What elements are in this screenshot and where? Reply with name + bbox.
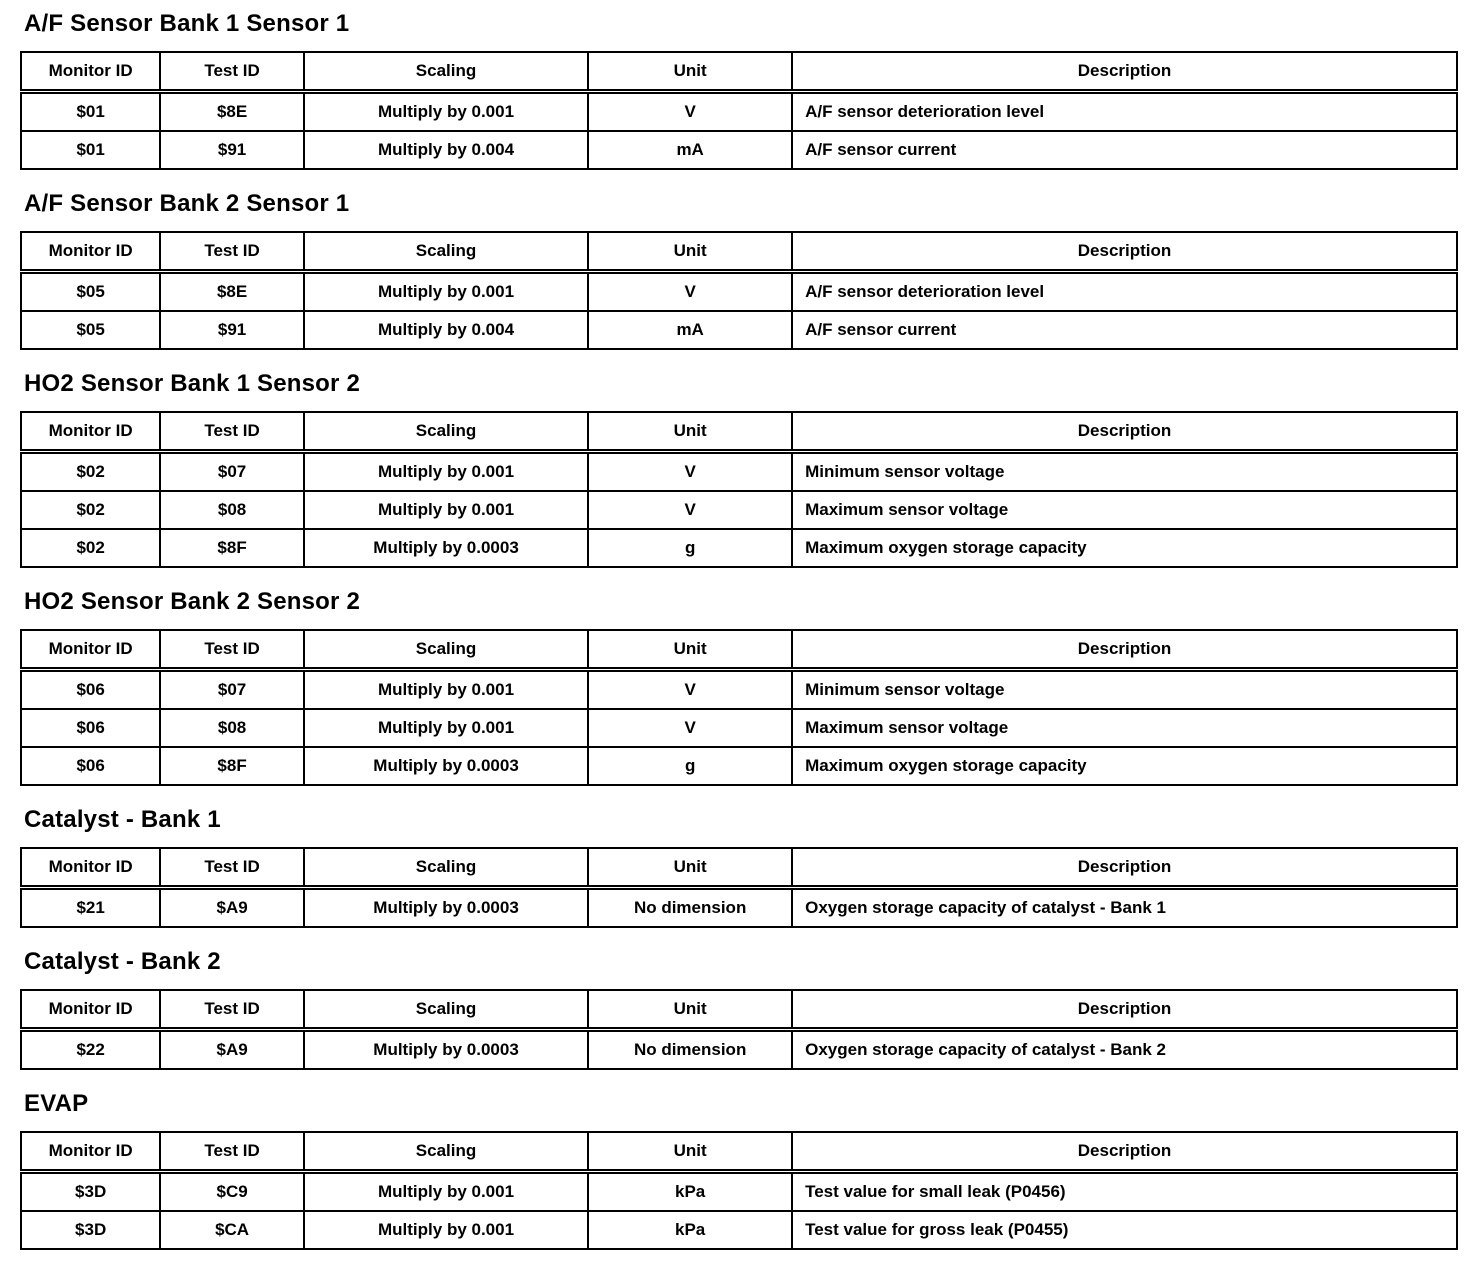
table-row (21, 888, 1457, 928)
cell-test-id: $08 (160, 491, 304, 529)
cell-scaling: Multiply by 0.001 (304, 670, 588, 710)
table-row (21, 709, 1457, 747)
cell-monitor-id: $01 (21, 131, 160, 169)
cell-monitor-id: $06 (21, 709, 160, 747)
cell-unit: mA (588, 311, 792, 349)
cell-monitor-id: $01 (21, 92, 160, 132)
table-row (21, 529, 1457, 567)
cell-unit: kPa (588, 1211, 792, 1249)
column-header-unit: Unit (588, 848, 792, 888)
header-row (21, 630, 1457, 670)
cell-test-id: $07 (160, 452, 304, 492)
header-row (21, 848, 1457, 888)
cell-scaling: Multiply by 0.001 (304, 452, 588, 492)
cell-monitor-id: $21 (21, 888, 160, 928)
cell-unit: mA (588, 131, 792, 169)
cell-monitor-id: $05 (21, 311, 160, 349)
column-header-description: Description (792, 630, 1457, 670)
section-heading: Catalyst - Bank 2 (24, 948, 221, 975)
cell-scaling: Multiply by 0.004 (304, 131, 588, 169)
header-row (21, 412, 1457, 452)
cell-test-id: $A9 (160, 1030, 304, 1070)
cell-monitor-id: $3D (21, 1172, 160, 1212)
column-header-unit: Unit (588, 412, 792, 452)
cell-test-id: $A9 (160, 888, 304, 928)
section (20, 806, 1458, 928)
column-header-description: Description (792, 990, 1457, 1030)
cell-unit: g (588, 747, 792, 785)
cell-test-id: $8E (160, 272, 304, 312)
cell-scaling: Multiply by 0.001 (304, 1211, 588, 1249)
column-header-scaling: Scaling (304, 52, 588, 92)
table-row (21, 1172, 1457, 1212)
cell-monitor-id: $06 (21, 670, 160, 710)
spec-table (20, 231, 1458, 350)
cell-test-id: $8F (160, 747, 304, 785)
cell-description: Oxygen storage capacity of catalyst - Bank 2 (792, 1030, 1457, 1070)
section-heading: A/F Sensor Bank 2 Sensor 1 (24, 190, 350, 217)
column-header-scaling: Scaling (304, 232, 588, 272)
column-header-unit: Unit (588, 1132, 792, 1172)
column-header-scaling: Scaling (304, 1132, 588, 1172)
header-row (21, 990, 1457, 1030)
section (20, 10, 1458, 170)
column-header-scaling: Scaling (304, 630, 588, 670)
header-row (21, 52, 1457, 92)
cell-description: Minimum sensor voltage (792, 452, 1457, 492)
column-header-description: Description (792, 52, 1457, 92)
column-header-monitor-id: Monitor ID (21, 848, 160, 888)
section-heading: A/F Sensor Bank 1 Sensor 1 (24, 10, 350, 37)
section-heading: HO2 Sensor Bank 1 Sensor 2 (24, 370, 360, 397)
spec-table (20, 1131, 1458, 1250)
spec-table (20, 629, 1458, 786)
cell-monitor-id: $05 (21, 272, 160, 312)
cell-test-id: $07 (160, 670, 304, 710)
header-row (21, 1132, 1457, 1172)
cell-test-id: $CA (160, 1211, 304, 1249)
cell-monitor-id: $02 (21, 452, 160, 492)
column-header-monitor-id: Monitor ID (21, 52, 160, 92)
cell-test-id: $91 (160, 131, 304, 169)
spec-table (20, 411, 1458, 568)
cell-monitor-id: $02 (21, 491, 160, 529)
column-header-description: Description (792, 412, 1457, 452)
column-header-test-id: Test ID (160, 412, 304, 452)
cell-scaling: Multiply by 0.0003 (304, 747, 588, 785)
column-header-description: Description (792, 1132, 1457, 1172)
column-header-monitor-id: Monitor ID (21, 630, 160, 670)
cell-monitor-id: $02 (21, 529, 160, 567)
cell-test-id: $8E (160, 92, 304, 132)
table-row (21, 491, 1457, 529)
table-row (21, 747, 1457, 785)
column-header-description: Description (792, 848, 1457, 888)
cell-scaling: Multiply by 0.001 (304, 272, 588, 312)
table-row (21, 311, 1457, 349)
cell-unit: g (588, 529, 792, 567)
cell-test-id: $8F (160, 529, 304, 567)
cell-monitor-id: $06 (21, 747, 160, 785)
cell-unit: No dimension (588, 1030, 792, 1070)
column-header-description: Description (792, 232, 1457, 272)
cell-scaling: Multiply by 0.0003 (304, 1030, 588, 1070)
column-header-scaling: Scaling (304, 848, 588, 888)
cell-description: A/F sensor deterioration level (792, 272, 1457, 312)
cell-unit: V (588, 272, 792, 312)
cell-scaling: Multiply by 0.004 (304, 311, 588, 349)
section (20, 190, 1458, 350)
column-header-monitor-id: Monitor ID (21, 990, 160, 1030)
cell-description: Maximum sensor voltage (792, 709, 1457, 747)
table-row (21, 670, 1457, 710)
cell-unit: No dimension (588, 888, 792, 928)
table-row (21, 1211, 1457, 1249)
cell-test-id: $C9 (160, 1172, 304, 1212)
table-row (21, 131, 1457, 169)
cell-description: A/F sensor current (792, 131, 1457, 169)
section (20, 948, 1458, 1070)
section-heading: HO2 Sensor Bank 2 Sensor 2 (24, 588, 360, 615)
column-header-unit: Unit (588, 990, 792, 1030)
cell-scaling: Multiply by 0.001 (304, 709, 588, 747)
cell-scaling: Multiply by 0.001 (304, 92, 588, 132)
column-header-test-id: Test ID (160, 990, 304, 1030)
cell-scaling: Multiply by 0.0003 (304, 529, 588, 567)
column-header-scaling: Scaling (304, 990, 588, 1030)
spec-table (20, 51, 1458, 170)
cell-description: Maximum oxygen storage capacity (792, 747, 1457, 785)
cell-scaling: Multiply by 0.001 (304, 491, 588, 529)
column-header-monitor-id: Monitor ID (21, 412, 160, 452)
cell-description: Maximum oxygen storage capacity (792, 529, 1457, 567)
column-header-unit: Unit (588, 232, 792, 272)
section (20, 1090, 1458, 1250)
table-row (21, 92, 1457, 132)
table-row (21, 1030, 1457, 1070)
cell-test-id: $91 (160, 311, 304, 349)
column-header-test-id: Test ID (160, 630, 304, 670)
cell-scaling: Multiply by 0.001 (304, 1172, 588, 1212)
column-header-monitor-id: Monitor ID (21, 1132, 160, 1172)
cell-unit: V (588, 491, 792, 529)
section (20, 588, 1458, 786)
column-header-test-id: Test ID (160, 848, 304, 888)
cell-description: Test value for gross leak (P0455) (792, 1211, 1457, 1249)
cell-scaling: Multiply by 0.0003 (304, 888, 588, 928)
header-row (21, 232, 1457, 272)
column-header-monitor-id: Monitor ID (21, 232, 160, 272)
column-header-unit: Unit (588, 630, 792, 670)
column-header-test-id: Test ID (160, 52, 304, 92)
cell-unit: V (588, 670, 792, 710)
spec-table (20, 989, 1458, 1070)
cell-description: Minimum sensor voltage (792, 670, 1457, 710)
cell-test-id: $08 (160, 709, 304, 747)
cell-description: Oxygen storage capacity of catalyst - Bank 1 (792, 888, 1457, 928)
cell-monitor-id: $22 (21, 1030, 160, 1070)
column-header-test-id: Test ID (160, 232, 304, 272)
cell-description: Maximum sensor voltage (792, 491, 1457, 529)
table-row (21, 452, 1457, 492)
cell-unit: kPa (588, 1172, 792, 1212)
cell-description: A/F sensor deterioration level (792, 92, 1457, 132)
cell-unit: V (588, 709, 792, 747)
column-header-test-id: Test ID (160, 1132, 304, 1172)
table-row (21, 272, 1457, 312)
cell-monitor-id: $3D (21, 1211, 160, 1249)
column-header-unit: Unit (588, 52, 792, 92)
column-header-scaling: Scaling (304, 412, 588, 452)
cell-unit: V (588, 452, 792, 492)
section (20, 370, 1458, 568)
section-heading: Catalyst - Bank 1 (24, 806, 221, 833)
cell-description: Test value for small leak (P0456) (792, 1172, 1457, 1212)
cell-unit: V (588, 92, 792, 132)
section-heading: EVAP (24, 1090, 89, 1117)
spec-table (20, 847, 1458, 928)
cell-description: A/F sensor current (792, 311, 1457, 349)
